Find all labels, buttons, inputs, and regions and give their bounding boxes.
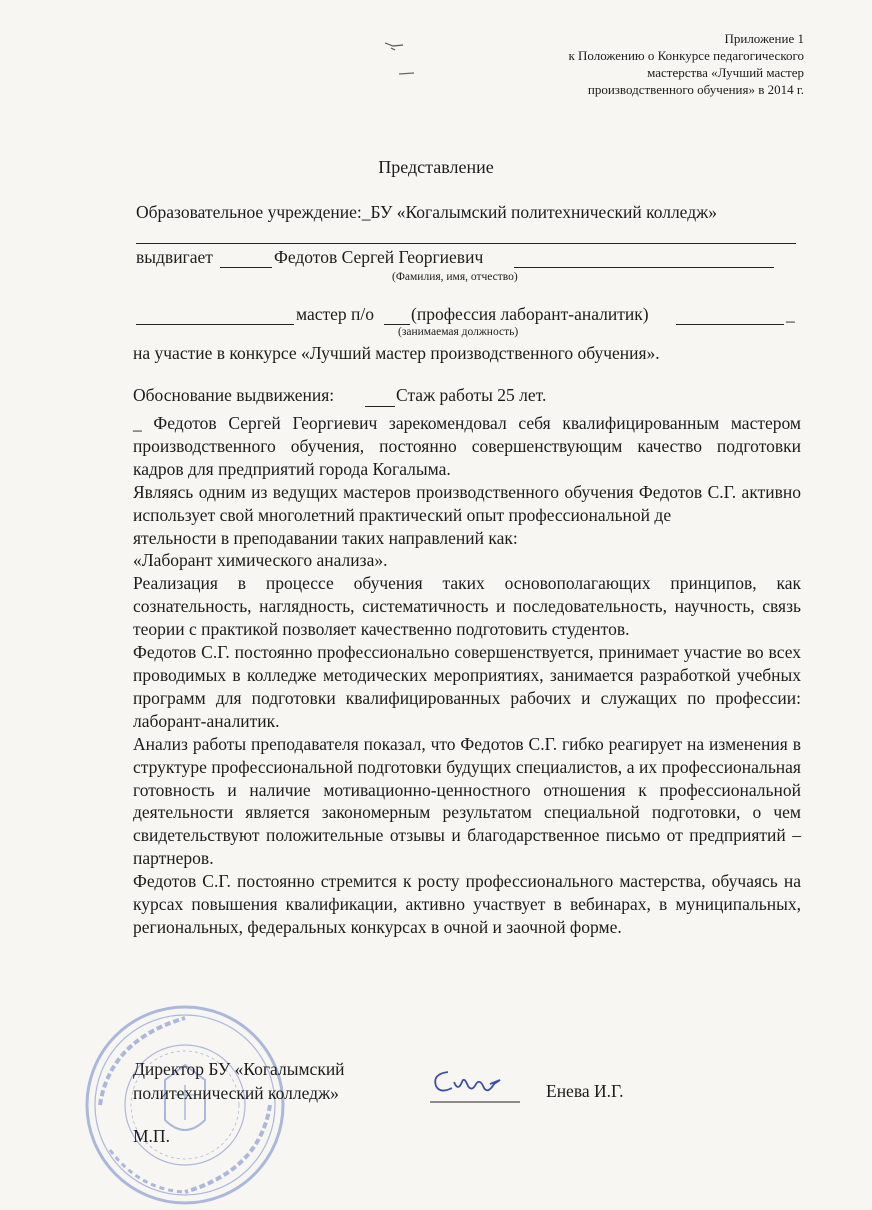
nominee-row [136, 247, 213, 268]
director-line: Директор БУ «Когалымский [133, 1059, 345, 1079]
paragraph: Анализ работы преподавателя показал, что Федотов С.Г. гибко реагирует на изменения в структуре профессиональной подготовки будущих специалистов, а их профессиональная готовность и наличие мотивационно-ценностного отношения к профессиональной деятельности является закономерным результатом специальной подготовки, о чем свидетельствуют положительные отзывы и благодарственное письмо от предприятий – партнеров. [133, 733, 801, 869]
position-prefix: мастер п/о [296, 304, 375, 324]
body-text [133, 412, 801, 939]
director-title [133, 1057, 345, 1105]
paragraph: ятельности в преподавании таких направлений как: [133, 527, 518, 548]
blank-line [220, 267, 272, 268]
nominee-hint: (Фамилия, имя, отчество) [392, 271, 518, 283]
institution-value: _БУ «Когалымский политехнический колледж» [361, 202, 717, 222]
scan-mark [398, 70, 416, 78]
position-hint: (занимаемая должность) [398, 326, 519, 338]
blank-line [136, 324, 294, 325]
position-value: (профессия лаборант-аналитик) [411, 304, 649, 324]
justification-label: Обоснование выдвижения: [133, 385, 335, 405]
official-seal-icon [80, 1000, 290, 1210]
stamp-label: М.П. [133, 1126, 170, 1146]
paragraph: Федотов С.Г. постоянно профессионально совершенствуется, принимает участие во всех проводимых в колледже методических мероприятиях, занимается разработкой учебных программ для подготовки квалифицированных рабочих и служащих по профессии: лаборант-аналитик. [133, 642, 801, 731]
nominee-name: Федотов Сергей Георгиевич [274, 247, 484, 267]
justification-experience: Стаж работы 25 лет. [396, 385, 547, 405]
paragraph: «Лаборант химического анализа». [133, 550, 388, 571]
contest-line: на участие в конкурсе «Лучший мастер производственного обучения». [133, 343, 660, 363]
paragraph: Реализация в процессе обучения таких основополагающих принципов, как сознательность, наглядность, систематичность и последовательность, научность, связь теории с практикой позволяет качественно подготовить студентов. [133, 573, 801, 640]
blank-line [365, 406, 395, 407]
scan-mark [383, 38, 405, 52]
signer-name: Енева И.Г. [546, 1081, 624, 1101]
appendix-line: производственного обучения» в 2014 г. [587, 82, 804, 97]
appendix-header [568, 30, 804, 98]
nominee-label: выдвигает [136, 247, 213, 267]
paragraph: _ Федотов Сергей Георгиевич зарекомендовал себя квалифицированным мастером производственного обучения, постоянно совершенствующим качество подготовки кадров для предприятий города Когалыма. [133, 413, 801, 479]
institution-label: Образовательное учреждение: [136, 202, 362, 222]
position-tail: _ [786, 304, 795, 324]
blank-line [384, 324, 410, 325]
document-title: Представление [378, 157, 494, 177]
blank-line [514, 267, 774, 268]
paragraph: Федотов С.Г. постоянно стремится к росту профессионального мастерства, обучаясь на курсах повышения квалификации, активно участвует в вебинарах, в муниципальных, региональных, федеральных конкурсах в очной и заочной форме. [133, 871, 801, 937]
appendix-line: Приложение 1 [724, 31, 804, 46]
institution-row [136, 202, 717, 223]
paragraph: Являясь одним из ведущих мастеров производственного обучения Федотов С.Г. активно использует свой многолетний практический опыт профессиональной де [133, 481, 801, 525]
signature-icon [428, 1062, 524, 1104]
appendix-line: к Положению о Конкурсе педагогического [568, 48, 804, 63]
director-line: политехнический колледж» [133, 1083, 339, 1103]
blank-line [676, 324, 784, 325]
blank-line [136, 243, 796, 244]
appendix-line: мастерства «Лучший мастер [647, 65, 804, 80]
